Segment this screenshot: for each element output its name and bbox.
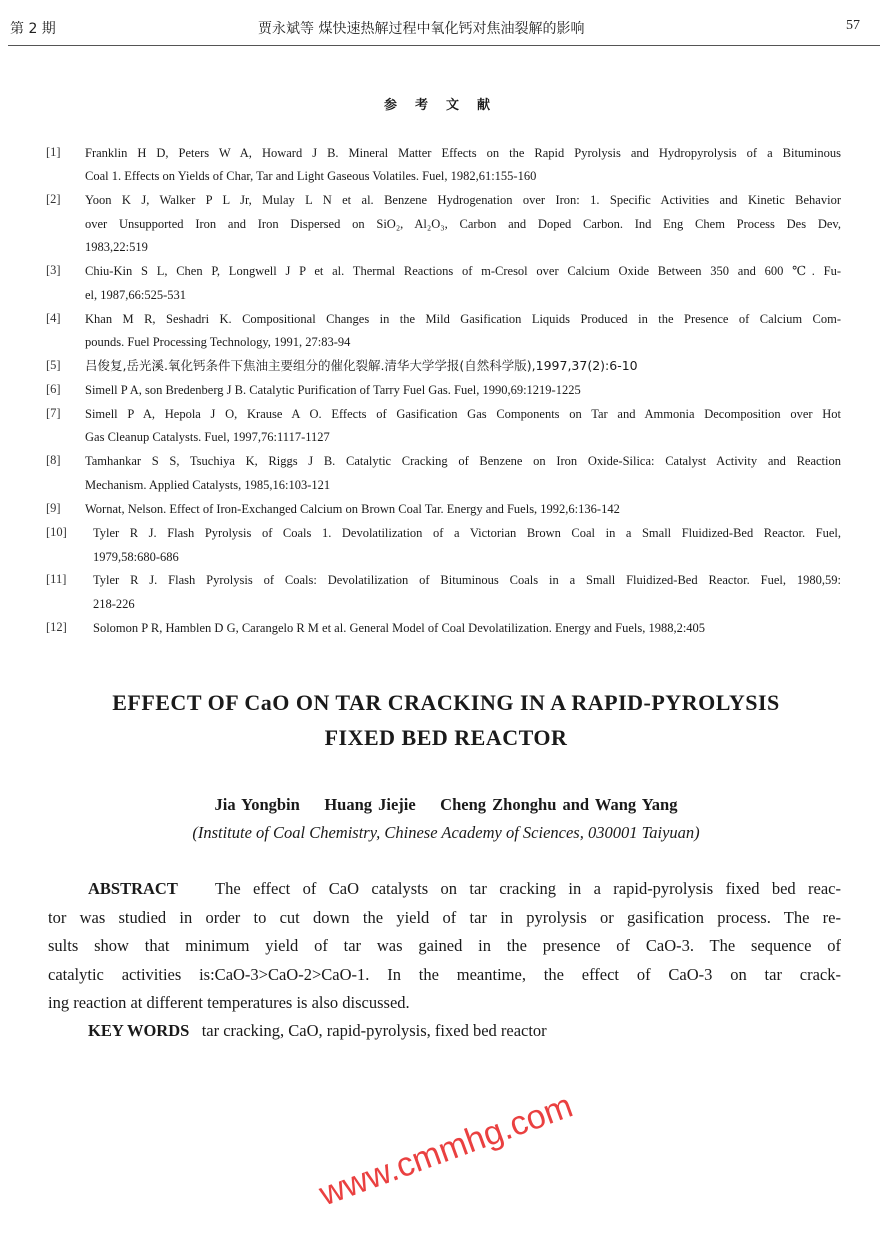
references-heading: 参考文献 (383, 98, 508, 113)
abstract-line: tor was studied in order to cut down the yield of tar in pyrolysis or gasification process. The re- (48, 908, 841, 927)
ref-line: Tamhankar S S, Tsuchiya K, Riggs J B. Catalytic Cracking of Benzene on Iron Oxide-Silica: Catalyst Activity and Reaction (85, 454, 841, 468)
abstract-line (88, 879, 841, 899)
ref-number: [2] (46, 192, 61, 206)
watermark: www.cmmhg.com (314, 1086, 578, 1214)
ref-line: Gas Cleanup Catalysts. Fuel, 1997,76:1117-1127 (85, 430, 330, 444)
running-title: 贾永斌等 煤快速热解过程中氧化钙对焦油裂解的影响 (258, 21, 585, 37)
ref-number: [8] (46, 453, 61, 467)
english-title-line-2: FIXED BED REACTOR (324, 725, 568, 750)
keywords: tar cracking, CaO, rapid-pyrolysis, fixed bed reactor (201, 1021, 547, 1040)
ref-line: el, 1987,66:525-531 (85, 288, 187, 302)
keywords-line (88, 1021, 881, 1041)
ref-line: 1983,22:519 (85, 240, 148, 254)
ref-line: 1979,58:680-686 (93, 550, 179, 564)
ref-line: Mechanism. Applied Catalysts, 1985,16:103-121 (85, 478, 331, 492)
ref-line: 218-226 (93, 597, 135, 611)
ref-line: Solomon P R, Hamblen D G, Carangelo R M et al. General Model of Coal Devolatilization. Energy and Fuels, 1988,2:405 (93, 621, 706, 635)
abstract-line: sults show that minimum yield of tar was gained in the presence of CaO-3. The sequence of (48, 936, 841, 955)
abstract-text: The effect of CaO catalysts on tar cracking in a rapid-pyrolysis fixed bed reac- (214, 879, 841, 898)
ref-number: [1] (46, 145, 61, 159)
english-title-line-1: EFFECT OF CaO ON TAR CRACKING IN A RAPID-PYROLYSIS (112, 690, 780, 715)
ref-line: Simell P A, son Bredenberg J B. Catalytic Purification of Tarry Fuel Gas. Fuel, 1990,69:1219-1225 (85, 383, 581, 397)
ref-line: over Unsupported Iron and Iron Dispersed on SiO₂, Al₂O₃, Carbon and Doped Carbon. Ind Eng Chem Process Des Dev, (85, 217, 841, 231)
page-number: 57 (846, 18, 860, 33)
ref-number: [12] (46, 620, 67, 634)
abstract-line: ing reaction at different temperatures is also discussed. (48, 993, 410, 1012)
ref-number: [3] (46, 263, 61, 277)
abstract-line: catalytic activities is:CaO-3>CaO-2>CaO-1. In the meantime, the effect of CaO-3 on tar crack- (48, 965, 841, 984)
ref-number: [5] (46, 358, 61, 372)
ref-number: [11] (46, 572, 67, 586)
ref-line: Khan M R, Seshadri K. Compositional Changes in the Mild Gasification Liquids Produced in the Presence of Calcium Com- (85, 312, 841, 326)
ref-number: [9] (46, 501, 61, 515)
authors: Jia Yongbin Huang Jiejie Cheng Zhonghu and Wang Yang (214, 795, 678, 814)
ref-line: Chiu-Kin S L, Chen P, Longwell J P et al. Thermal Reactions of m-Cresol over Calcium Oxide Between 350 and 600 ℃. Fu- (85, 264, 841, 278)
ref-line: 吕俊复,岳光溪.氧化钙条件下焦油主要组分的催化裂解.清华大学学报(自然科学版),1997,37(2):6-10 (85, 358, 638, 373)
ref-line: Simell P A, Hepola J O, Krause A O. Effects of Gasification Gas Components on Tar and Ammonia Decomposition over Hot (85, 407, 841, 421)
ref-line: pounds. Fuel Processing Technology, 1991, 27:83-94 (85, 335, 351, 349)
issue-label: 第 2 期 (10, 21, 56, 37)
ref-number: [7] (46, 406, 61, 420)
affiliation: (Institute of Coal Chemistry, Chinese Academy of Sciences, 030001 Taiyuan) (192, 823, 700, 842)
ref-line: Tyler R J. Flash Pyrolysis of Coals 1. Devolatilization of a Victorian Brown Coal in a Small Fluidized-Bed Reactor. Fuel, (93, 526, 841, 540)
ref-line: Tyler R J. Flash Pyrolysis of Coals: Devolatilization of Bituminous Coals in a Small Fluidized-Bed Reactor. Fuel, 1980,59: (93, 573, 841, 587)
ref-line: Franklin H D, Peters W A, Howard J B. Mineral Matter Effects on the Rapid Pyrolysis and Hydropyrolysis of a Bituminous (85, 146, 841, 160)
ref-line: Yoon K J, Walker P L Jr, Mulay L N et al. Benzene Hydrogenation over Iron: 1. Specific Activities and Kinetic Behavior (85, 193, 841, 207)
ref-line: Coal 1. Effects on Yields of Char, Tar and Light Gaseous Volatiles. Fuel, 1982,61:155-160 (85, 169, 537, 183)
ref-number: [6] (46, 382, 61, 396)
header-rule (8, 45, 880, 46)
ref-line: Wornat, Nelson. Effect of Iron-Exchanged Calcium on Brown Coal Tar. Energy and Fuels, 1992,6:136-142 (85, 502, 620, 516)
ref-number: [4] (46, 311, 61, 325)
keywords-label: KEY WORDS (88, 1021, 190, 1040)
abstract-label: ABSTRACT (88, 879, 178, 898)
ref-number: [10] (46, 525, 67, 539)
